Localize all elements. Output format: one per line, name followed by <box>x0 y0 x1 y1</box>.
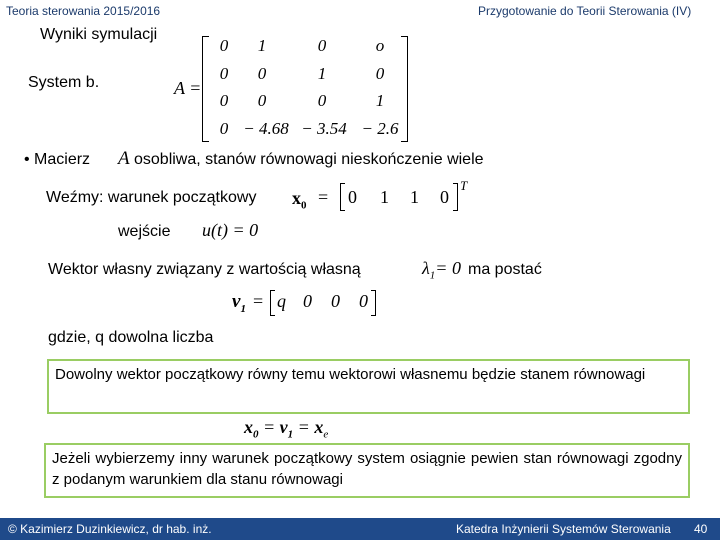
matrix-cell: 0 <box>375 64 385 83</box>
matrix-cell: 0 <box>257 91 267 110</box>
matrix-a <box>202 36 408 142</box>
course-title: Teoria sterowania 2015/2016 <box>6 4 161 18</box>
eigen-value: 0 <box>331 291 340 311</box>
initial-label: Weźmy: warunek początkowy <box>46 189 257 206</box>
q-note: gdzie, q dowolna liczba <box>48 329 214 346</box>
initial-value: 0 <box>440 187 449 207</box>
eigen-label: Wektor własny związany z wartością własną <box>48 261 361 278</box>
initial-right-bracket <box>453 183 458 211</box>
bullet-prefix: • Macierz <box>24 151 91 168</box>
eigen-suffix: ma postać <box>468 261 542 278</box>
matrix-cell: − 3.54 <box>301 119 347 138</box>
equilibrium-equation: $x_0 = v_1 = x_e$ <box>244 417 329 441</box>
slide-title: Wyniki symulacji <box>40 26 158 43</box>
initial-value: 1 <box>410 187 419 207</box>
footer-author: © Kazimierz Duzinkiewicz, dr hab. inż. <box>8 522 212 536</box>
matrix-cell: 0 <box>219 36 229 55</box>
eigenvalue-formula: $\lambda_1= 0$ <box>422 258 461 282</box>
input-label: wejście <box>118 223 171 240</box>
other-initial-box: Jeżeli wybierzemy inny warunek początkowy system osiągnie pewien stan równowagi zgodny z podanym warunkiem dla stanu równowagi <box>44 443 690 498</box>
matrix-cell: − 4.68 <box>243 119 289 138</box>
eigen-value: 0 <box>303 291 312 311</box>
v1-symbol: $v_1$ <box>232 291 246 315</box>
footer-department: Katedra Inżynierii Systemów Sterowania <box>456 522 671 536</box>
matrix-cell: 0 <box>219 64 229 83</box>
eigen-value: q <box>277 291 286 311</box>
eigen-left-bracket <box>270 290 275 316</box>
matrix-symbol: A <box>118 148 130 169</box>
matrix-cell: − 2.6 <box>361 119 399 138</box>
matrix-cell: 1 <box>317 64 327 83</box>
matrix-cell: 0 <box>219 119 229 138</box>
system-label: System b. <box>28 74 100 91</box>
page-number: 40 <box>694 522 708 536</box>
initial-value: 0 <box>348 187 357 207</box>
matrix-cell: 0 <box>257 64 267 83</box>
input-formula: u(t) = 0 <box>202 220 259 240</box>
matrix-cell: 1 <box>257 36 267 55</box>
matrix-lhs: A = <box>174 78 202 98</box>
matrix-cell: 0 <box>317 36 327 55</box>
eigen-eq: = <box>253 291 264 311</box>
initial-left-bracket <box>340 183 345 211</box>
section-title: Przygotowanie do Teorii Sterowania (IV) <box>478 4 692 18</box>
matrix-cell: 0 <box>219 91 229 110</box>
eigen-value: 0 <box>359 291 368 311</box>
initial-eq: = <box>318 187 329 207</box>
matrix-cell: o <box>375 36 385 55</box>
transpose-mark: T <box>460 178 468 193</box>
initial-value: 1 <box>380 187 389 207</box>
equilibrium-box: Dowolny wektor początkowy równy temu wektorowi własnemu będzie stanem równowagi <box>47 359 690 414</box>
bullet-text: osobliwa, stanów równowagi nieskończenie wiele <box>134 151 484 168</box>
matrix-cell: 1 <box>375 91 385 110</box>
matrix-cell: 0 <box>317 91 327 110</box>
eigen-right-bracket <box>371 290 376 316</box>
x0-symbol: $x_0$ <box>292 188 307 212</box>
